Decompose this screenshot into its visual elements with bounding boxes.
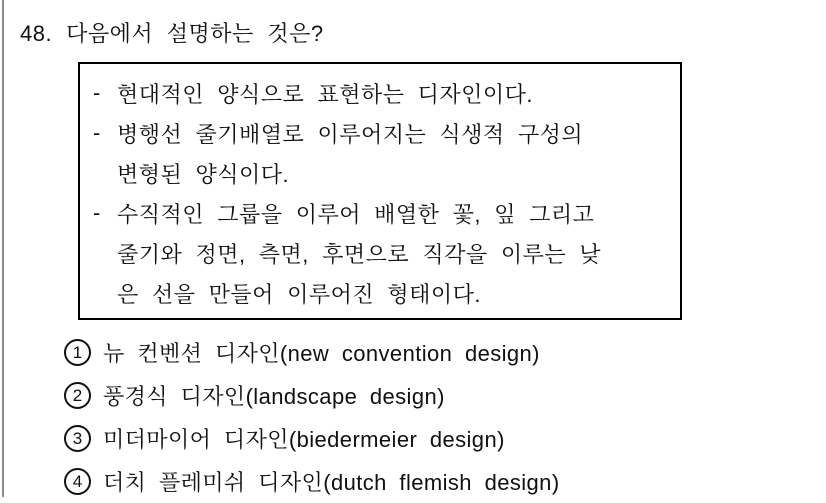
box-line-text: 병행선 줄기배열로 이루어지는 식생적 구성의 [117,121,584,147]
box-line-text: 변형된 양식이다. [117,161,290,187]
dash-marker: - [93,80,101,105]
dash-marker: - [93,120,101,145]
stimulus-box [78,62,682,320]
question-number: 48. [20,21,53,46]
column-divider [2,0,4,497]
dash-marker: - [93,200,101,225]
option-label: 더치 플레미쉬 디자인(dutch flemish design) [103,470,560,495]
box-line [93,273,674,313]
box-line [93,113,674,153]
option-item-2[interactable] [64,374,804,417]
box-line-text: 수직적인 그룹을 이루어 배열한 꽃, 잎 그리고 [117,201,595,227]
box-line [93,233,674,273]
option-number-circle: 4 [64,468,91,495]
box-line [93,73,674,113]
option-number-circle: 3 [64,425,91,452]
box-line-text: 은 선을 만들어 이루어진 형태이다. [117,281,481,307]
option-item-1[interactable] [64,331,804,374]
option-item-3[interactable] [64,417,804,460]
option-label: 풍경식 디자인(landscape design) [103,384,445,409]
box-line [93,193,674,233]
question-header [20,21,324,47]
option-label: 미더마이어 디자인(biedermeier design) [103,427,505,452]
box-line-text: 현대적인 양식으로 표현하는 디자인이다. [117,81,534,107]
option-label: 뉴 컨벤션 디자인(new convention design) [103,341,540,366]
options-list [64,331,804,503]
option-number-circle: 2 [64,382,91,409]
question-text: 다음에서 설명하는 것은? [66,21,324,46]
box-line [93,153,674,193]
box-line-text: 줄기와 정면, 측면, 후면으로 직각을 이루는 낮 [117,241,602,267]
option-number-circle: 1 [64,339,91,366]
